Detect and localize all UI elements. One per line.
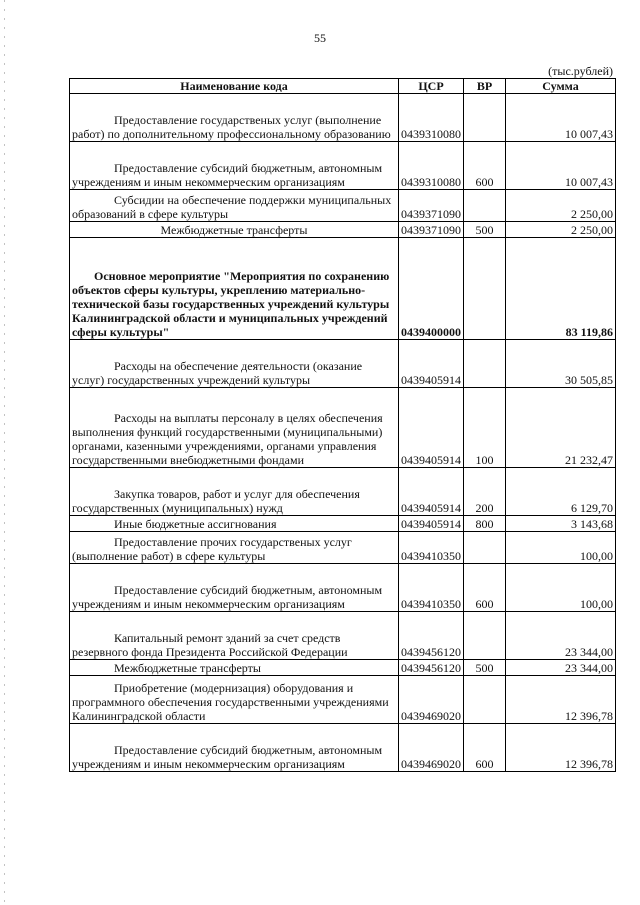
row-sum: 2 250,00 [506,190,616,222]
row-name: Межбюджетные трансферты [70,660,399,676]
row-vr: 100 [464,388,506,468]
table-row [70,190,616,222]
row-vr [464,238,506,340]
row-name: Предоставление субсидий бюджетным, автономным учреждениям и иным некоммерческим организациям [70,564,399,612]
row-csr: 0439371090 [399,222,464,238]
row-vr: 600 [464,724,506,772]
row-name: Приобретение (модернизация) оборудования и программного обеспечения государственными учреждениями Калининградской области [70,676,399,724]
budget-table [69,78,616,772]
row-name: Расходы на выплаты персоналу в целях обеспечения выполнения функций государственными (муниципальными) органами, казенными учреждениями, органами управления государственными внебюджетными фондами [70,388,399,468]
row-csr: 0439410350 [399,564,464,612]
row-sum: 21 232,47 [506,388,616,468]
row-name: Иные бюджетные ассигнования [70,516,399,532]
row-sum: 100,00 [506,564,616,612]
header-name: Наименование кода [70,79,399,94]
row-sum: 30 505,85 [506,340,616,388]
row-sum: 83 119,86 [506,238,616,340]
row-vr [464,190,506,222]
row-sum: 23 344,00 [506,612,616,660]
row-sum: 3 143,68 [506,516,616,532]
scan-edge-marks [4,0,5,905]
row-vr [464,94,506,142]
row-vr: 600 [464,142,506,190]
row-name: Капитальный ремонт зданий за счет средств резервного фонда Президента Российской Федерации [70,612,399,660]
row-sum: 12 396,78 [506,676,616,724]
row-csr: 0439456120 [399,612,464,660]
row-sum: 2 250,00 [506,222,616,238]
header-csr: ЦСР [399,79,464,94]
row-name: Предоставление субсидий бюджетным, автономным учреждениям и иным некоммерческим организациям [70,724,399,772]
row-name: Предоставление прочих государственых услуг (выполнение работ) в сфере культуры [70,532,399,564]
unit-note: (тыс.рублей) [548,64,613,78]
row-vr: 500 [464,222,506,238]
row-csr: 0439405914 [399,468,464,516]
table-row [70,388,616,468]
row-sum: 23 344,00 [506,660,616,676]
row-vr: 600 [464,564,506,612]
row-sum: 10 007,43 [506,94,616,142]
row-vr [464,612,506,660]
row-sum: 12 396,78 [506,724,616,772]
row-name: Предоставление субсидий бюджетным, автономным учреждениям и иным некоммерческим организациям [70,142,399,190]
row-vr [464,676,506,724]
row-csr: 0439469020 [399,676,464,724]
row-csr: 0439371090 [399,190,464,222]
row-csr: 0439310080 [399,142,464,190]
row-csr: 0439400000 [399,238,464,340]
row-csr: 0439405914 [399,516,464,532]
row-vr [464,532,506,564]
row-csr: 0439405914 [399,388,464,468]
row-vr: 800 [464,516,506,532]
table-row [70,94,616,142]
row-vr: 500 [464,660,506,676]
table-row [70,516,616,532]
row-csr: 0439456120 [399,660,464,676]
table-row [70,222,616,238]
row-csr: 0439310080 [399,94,464,142]
table-row [70,532,616,564]
row-vr: 200 [464,468,506,516]
page-number: 55 [314,31,326,45]
row-name: Предоставление государственых услуг (выполнение работ) по дополнительному профессиональному образованию [70,94,399,142]
table-row [70,724,616,772]
table-row [70,142,616,190]
row-name: Основное мероприятие "Мероприятия по сохранению объектов сферы культуры, укреплению материально-технической базы государственных учреждений культуры Калининградской области и муниципальных учреждений сферы культуры" [70,238,399,340]
row-csr: 0439469020 [399,724,464,772]
table-row [70,564,616,612]
row-vr [464,340,506,388]
table-row [70,340,616,388]
table-row [70,468,616,516]
table-row [70,660,616,676]
header-vr: ВР [464,79,506,94]
row-csr: 0439410350 [399,532,464,564]
table-row [70,676,616,724]
row-name: Межбюджетные трансферты [70,222,399,238]
table-header-row [70,79,616,94]
row-csr: 0439405914 [399,340,464,388]
table-row [70,238,616,340]
row-sum: 100,00 [506,532,616,564]
row-sum: 6 129,70 [506,468,616,516]
row-name: Расходы на обеспечение деятельности (оказание услуг) государственных учреждений культуры [70,340,399,388]
table-row [70,612,616,660]
row-name: Закупка товаров, работ и услуг для обеспечения государственных (муниципальных) нужд [70,468,399,516]
row-sum: 10 007,43 [506,142,616,190]
header-sum: Сумма [506,79,616,94]
row-name: Субсидии на обеспечение поддержки муниципальных образований в сфере культуры [70,190,399,222]
